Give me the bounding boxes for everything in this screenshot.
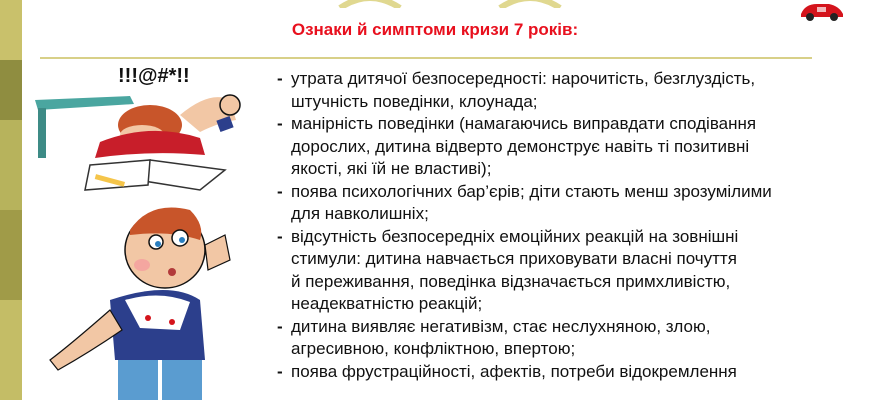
- title-divider: [40, 57, 812, 59]
- list-item: [277, 361, 857, 384]
- slide-title: Ознаки й симптоми кризи 7 років:: [291, 20, 579, 39]
- list-bullet: -: [277, 69, 283, 88]
- list-bullet: -: [277, 181, 283, 201]
- list-item: [277, 68, 857, 113]
- list-item: [277, 316, 857, 361]
- list-item-text: манірність поведінки (намагаючись виправдати сподівання дорослих, дитина відверто демонструє навіть ті позитивні якості, які їй не властиві);: [291, 114, 757, 178]
- list-item-text: поява фрустраційності, афектів, потреби відокремлення: [291, 361, 737, 381]
- list-item: [277, 226, 857, 316]
- list-item-text: дитина виявляє негативізм, стає неслухняною, злою, агресивною, конфліктною, впертою;: [291, 316, 711, 358]
- symptoms-list: [277, 68, 857, 383]
- list-item-text: поява психологічних бар’єрів; діти стають менш зрозумілими для навколишніх;: [291, 181, 772, 223]
- list-bullet: -: [277, 361, 283, 381]
- list-item: [277, 113, 857, 181]
- list-bullet: -: [277, 114, 283, 133]
- list-item-text: утрата дитячої безпосередності: нарочитість, безглуздість, штучність поведінки, клоунада;: [291, 69, 756, 111]
- exclamation-text: !!!@#*!!: [118, 65, 190, 87]
- list-bullet: -: [277, 316, 283, 336]
- sidebar-stripe: [0, 0, 22, 400]
- list-item-text: відсутність безпосередніх емоційних реакцій на зовнішні стимули: дитина навчається приховувати власні почуття й переживання, поведінка відзначається примхливістю, неадекватністю реакцій;: [291, 226, 739, 313]
- top-heading-fragment: [300, 0, 620, 8]
- frustrated-boy-cartoon: [30, 60, 270, 400]
- list-item: [277, 181, 857, 226]
- list-bullet: -: [277, 226, 283, 246]
- red-toy-car-icon: [797, 0, 845, 22]
